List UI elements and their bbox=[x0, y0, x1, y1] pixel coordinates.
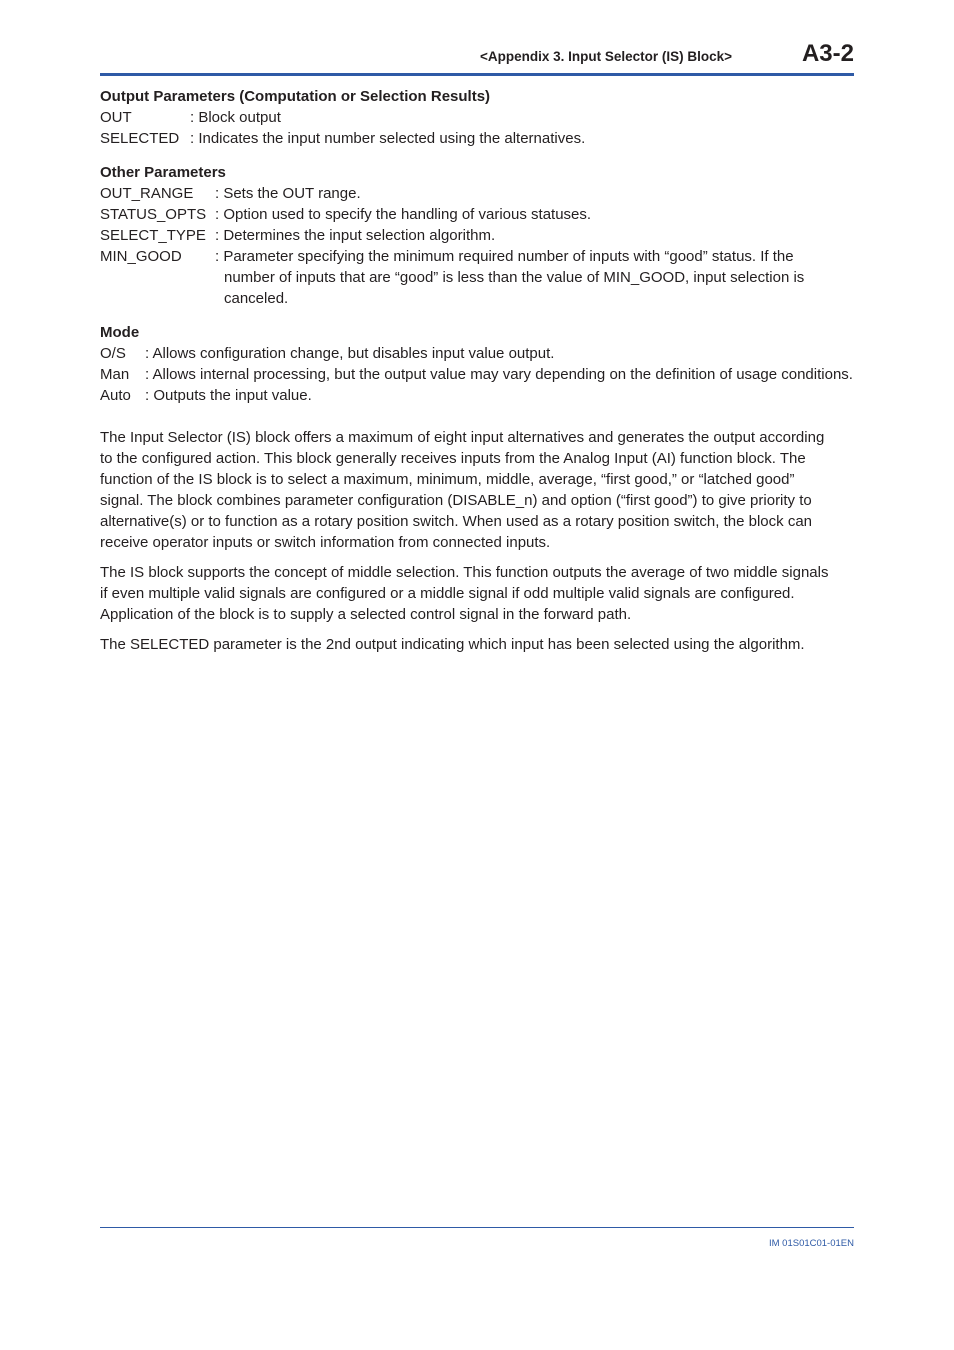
param-desc: : Sets the OUT range. bbox=[215, 185, 361, 202]
text-line: to the configured action. This block generally receives inputs from the Analog Input (AI) function block. The bbox=[100, 450, 806, 467]
text-line: Application of the block is to supply a selected control signal in the forward path. bbox=[100, 606, 632, 623]
param-desc bbox=[215, 246, 860, 309]
mode-term: O/S bbox=[100, 345, 126, 362]
paragraph bbox=[100, 634, 860, 655]
text-line: function of the IS block is to select a maximum, minimum, middle, average, “first good,” or “latched good” bbox=[100, 471, 795, 488]
text-line: signal. The block combines parameter configuration (DISABLE_n) and option (“first good”) to give priority to bbox=[100, 492, 812, 509]
header-divider bbox=[100, 73, 854, 76]
section-heading: Output Parameters (Computation or Selection Results) bbox=[100, 88, 491, 105]
param-row bbox=[100, 225, 860, 246]
param-term: OUT bbox=[100, 109, 132, 126]
param-term: MIN_GOOD bbox=[100, 248, 182, 265]
mode-desc: : Outputs the input value. bbox=[145, 387, 312, 404]
param-desc-line: : Parameter specifying the minimum required number of inputs with “good” status. If the bbox=[215, 248, 794, 265]
mode-row bbox=[100, 385, 860, 406]
param-row bbox=[100, 183, 860, 204]
param-row bbox=[100, 204, 860, 225]
chapter-title: <Appendix 3. Input Selector (IS) Block> bbox=[479, 49, 732, 64]
text-line: The IS block supports the concept of middle selection. This function outputs the average of two middle signals bbox=[100, 564, 829, 581]
paragraph bbox=[100, 562, 860, 625]
param-desc: : Indicates the input number selected using the alternatives. bbox=[190, 130, 586, 147]
mode-term: Man bbox=[100, 366, 130, 383]
param-desc: : Block output bbox=[190, 109, 281, 126]
param-desc: : Determines the input selection algorithm. bbox=[215, 227, 496, 244]
param-desc: : Option used to specify the handling of various statuses. bbox=[215, 206, 592, 223]
paragraph bbox=[100, 427, 860, 553]
param-row bbox=[100, 246, 860, 309]
param-term: STATUS_OPTS bbox=[100, 206, 207, 223]
param-desc-line: canceled. bbox=[224, 290, 289, 307]
mode-desc: : Allows configuration change, but disables input value output. bbox=[145, 345, 555, 362]
param-desc-line: number of inputs that are “good” is less than the value of MIN_GOOD, input selection is bbox=[224, 269, 805, 286]
page-number: A3-2 bbox=[801, 40, 854, 67]
text-line: alternative(s) or to function as a rotary position switch. When used as a rotary position switch, the block can bbox=[100, 513, 813, 530]
body-text bbox=[100, 427, 860, 655]
mode-term: Auto bbox=[100, 387, 131, 404]
text-line: if even multiple valid signals are configured or a middle signal if odd multiple valid signals are configured. bbox=[100, 585, 795, 602]
section-heading: Mode bbox=[100, 324, 140, 341]
param-term: SELECT_TYPE bbox=[100, 227, 206, 244]
mode-section bbox=[100, 322, 860, 406]
param-row bbox=[100, 107, 860, 128]
page-header bbox=[100, 40, 854, 76]
document-id: IM 01S01C01-01EN bbox=[768, 1238, 854, 1249]
mode-desc: : Allows internal processing, but the output value may vary depending on the definition of usage conditions. bbox=[145, 366, 853, 383]
text-line: receive operator inputs or switch information from connected inputs. bbox=[100, 534, 551, 551]
section-heading: Other Parameters bbox=[100, 164, 226, 181]
page-content bbox=[100, 86, 860, 655]
mode-row bbox=[100, 343, 860, 364]
output-parameters-section bbox=[100, 86, 860, 149]
mode-row bbox=[100, 364, 860, 385]
text-line: The SELECTED parameter is the 2nd output indicating which input has been selected using the algorithm. bbox=[100, 636, 805, 653]
footer-divider bbox=[100, 1227, 854, 1228]
text-line: The Input Selector (IS) block offers a maximum of eight input alternatives and generates the output according bbox=[100, 429, 825, 446]
param-row bbox=[100, 128, 860, 149]
other-parameters-section bbox=[100, 162, 860, 309]
param-term: SELECTED bbox=[100, 130, 180, 147]
param-term: OUT_RANGE bbox=[100, 185, 194, 202]
